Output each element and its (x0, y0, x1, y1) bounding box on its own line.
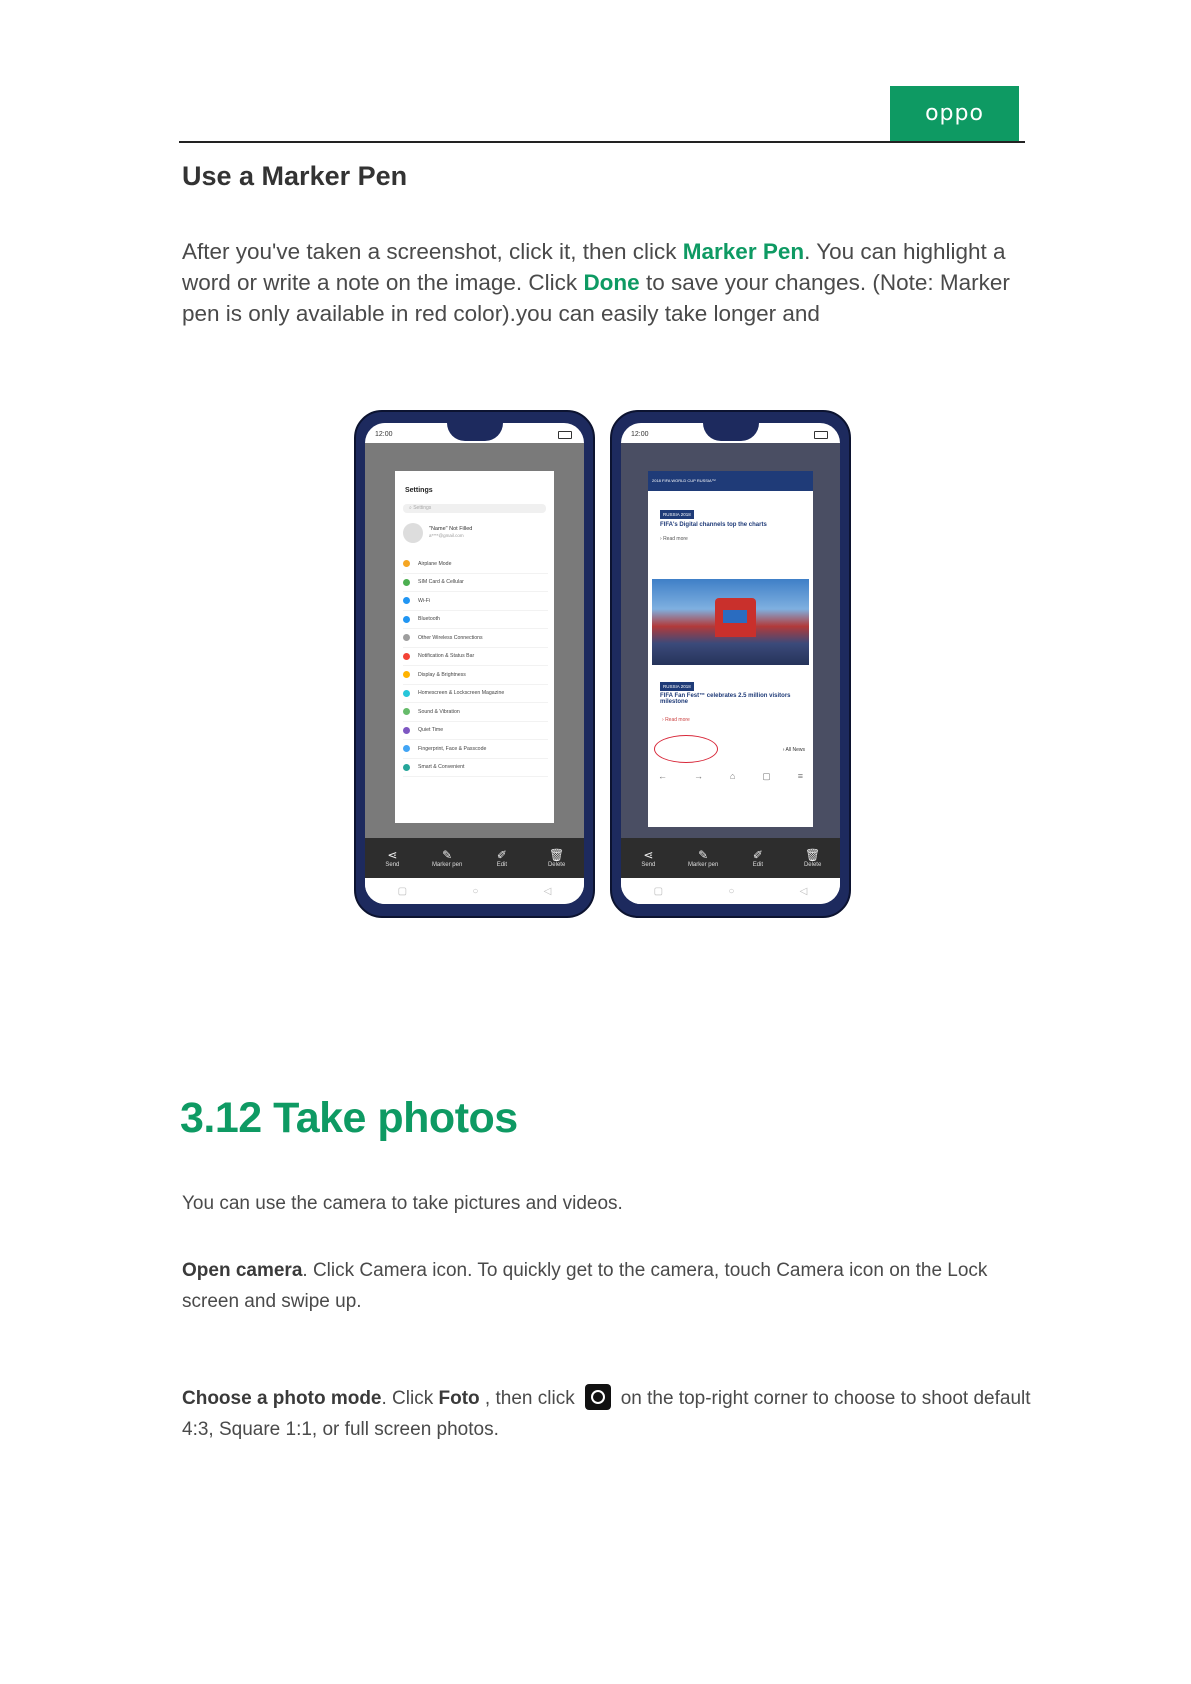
delete-button[interactable] (532, 848, 582, 868)
settings-title: Settings (405, 487, 433, 494)
settings-row[interactable] (403, 666, 548, 685)
toolbar-label: Delete (803, 862, 822, 868)
forward-arrow-icon[interactable]: → (693, 771, 703, 781)
chevron-right-icon: › (662, 717, 666, 723)
done-term: Done (583, 270, 640, 295)
settings-row-label: Quiet Time (418, 727, 444, 734)
settings-row-icon (403, 616, 410, 623)
settings-row-icon (403, 690, 410, 697)
recents-icon[interactable]: ▢ (653, 885, 664, 897)
settings-row-label: Notification & Status Bar (418, 653, 475, 660)
settings-row-label: Wi-Fi (418, 597, 431, 604)
nav-bar (365, 878, 584, 904)
settings-row-icon (403, 560, 410, 567)
toolbar-label: Marker pen (687, 862, 719, 868)
edit-icon: ✐ (496, 848, 507, 862)
toolbar-label: Delete (547, 862, 566, 868)
menu-icon[interactable]: ≡ (797, 771, 803, 781)
battery-icon (814, 431, 828, 439)
toolbar-label: Edit (752, 862, 764, 868)
toolbar-label: Send (385, 862, 400, 868)
back-arrow-icon[interactable]: ← (658, 771, 667, 781)
home-icon[interactable]: ○ (472, 885, 479, 897)
pen-icon: ✎ (442, 848, 453, 862)
recents-icon[interactable]: ▢ (397, 885, 408, 897)
profile-email: a****@gmail.com (429, 533, 464, 538)
settings-row[interactable] (403, 629, 548, 648)
search-icon: ⌕ (409, 505, 414, 511)
stage-image (715, 598, 756, 637)
edit-button[interactable] (477, 848, 527, 868)
settings-list (403, 555, 548, 777)
back-icon[interactable]: ◁ (543, 885, 552, 897)
site-header: 2018 FIFA WORLD CUP RUSSIA™ (648, 471, 813, 491)
send-button[interactable] (367, 848, 417, 868)
settings-row[interactable] (403, 740, 548, 759)
settings-row[interactable] (403, 722, 548, 741)
news-tag: RUSSIA 2018 (660, 682, 694, 691)
settings-row[interactable] (403, 685, 548, 704)
phone-fifa-screenshot (610, 410, 851, 918)
edit-icon: ✐ (752, 848, 763, 862)
settings-row-label: Smart & Convenient (418, 764, 465, 771)
foto-term: Foto (438, 1388, 480, 1409)
toolbar-label: Send (641, 862, 656, 868)
choose-mode-label: Choose a photo mode (182, 1388, 382, 1409)
phone-notch (703, 423, 759, 441)
phone-settings-screenshot (354, 410, 595, 918)
read-more-link[interactable]: › Read more (660, 536, 688, 542)
settings-row[interactable] (403, 555, 548, 574)
section-title-marker-pen: Use a Marker Pen (182, 161, 408, 191)
settings-row-label: Airplane Mode (418, 560, 452, 567)
open-camera-paragraph: Open camera. Click Camera icon. To quickly get to the camera, touch Camera icon on the Lock screen and swipe up. (182, 1260, 988, 1312)
header-divider (179, 141, 1025, 143)
settings-row-label: Sound & Vibration (418, 708, 460, 715)
back-icon[interactable]: ◁ (799, 885, 808, 897)
read-more-link[interactable]: › Read more (662, 717, 690, 723)
home-icon[interactable]: ○ (728, 885, 735, 897)
send-button[interactable] (623, 848, 673, 868)
settings-row[interactable] (403, 759, 548, 778)
settings-row-label: SIM Card & Cellular (418, 579, 464, 586)
profile-name: "Name" Not Filled (429, 526, 473, 532)
share-icon: ⋖ (643, 848, 654, 862)
camera-settings-icon (585, 1384, 611, 1410)
settings-row-icon (403, 653, 410, 660)
settings-row-label: Bluetooth (418, 616, 440, 623)
settings-row-icon (403, 745, 410, 752)
home-icon[interactable]: ⌂ (729, 771, 736, 781)
settings-row-icon (403, 579, 410, 586)
section-title-take-photos: 3.12 Take photos (180, 1094, 518, 1142)
edit-button[interactable] (733, 848, 783, 868)
settings-row-icon (403, 708, 410, 715)
trash-icon: 🗑 (805, 848, 821, 862)
browser-toolbar (658, 771, 803, 782)
settings-row[interactable] (403, 574, 548, 593)
choose-mode-paragraph: Choose a photo mode. Click Foto , then click on the top-right corner to choose to shoot default 4:3, Square 1:1, or full screen photos. (182, 1383, 1032, 1445)
settings-row-icon (403, 597, 410, 604)
avatar (403, 523, 423, 543)
marker-pen-circle (654, 735, 718, 763)
fifa-screenshot-card[interactable] (648, 471, 813, 827)
pen-icon: ✎ (698, 848, 709, 862)
toolbar-label: Marker pen (431, 862, 463, 868)
settings-row[interactable] (403, 592, 548, 611)
settings-row-label: Fingerprint, Face & Passcode (418, 745, 487, 752)
settings-row-icon (403, 671, 410, 678)
settings-search: ⌕ Settings (403, 504, 546, 513)
marker-pen-button[interactable] (422, 848, 472, 868)
nav-bar (621, 878, 840, 904)
toolbar-label: Edit (496, 862, 508, 868)
settings-row-label: Other Wireless Connections (418, 634, 483, 641)
settings-screenshot-card[interactable] (395, 471, 554, 823)
screenshot-overlay (621, 443, 840, 839)
chevron-right-icon: › (660, 536, 664, 542)
fan-fest-photo (652, 579, 809, 665)
news-headline: FIFA's Digital channels top the charts (660, 522, 767, 528)
phone-notch (447, 423, 503, 441)
marker-pen-term: Marker Pen (682, 239, 805, 264)
settings-row-icon (403, 727, 410, 734)
settings-row-icon (403, 634, 410, 641)
chevron-right-icon: › (782, 747, 786, 753)
screenshot-toolbar (365, 838, 584, 878)
settings-row[interactable] (403, 703, 548, 722)
marker-pen-button[interactable] (678, 848, 728, 868)
status-bar-time: 12:00 (375, 431, 393, 438)
screenshot-overlay (365, 443, 584, 839)
camera-intro: You can use the camera to take pictures and videos. (182, 1193, 623, 1214)
tabs-icon[interactable]: ▢ (762, 771, 771, 781)
settings-row-icon (403, 764, 410, 771)
settings-row-label: Display & Brightness (418, 671, 466, 678)
trash-icon: 🗑 (549, 848, 565, 862)
battery-icon (558, 431, 572, 439)
open-camera-label: Open camera (182, 1260, 303, 1281)
settings-row-label: Homescreen & Lockscreen Magazine (418, 690, 505, 697)
share-icon: ⋖ (387, 848, 398, 862)
status-bar-time: 12:00 (631, 431, 649, 438)
settings-row[interactable] (403, 648, 548, 667)
screenshot-toolbar (621, 838, 840, 878)
news-headline: FIFA Fan Fest™ celebrates 2.5 million visitors milestone (660, 693, 791, 705)
all-news-link[interactable]: › All News (782, 747, 805, 753)
delete-button[interactable] (788, 848, 838, 868)
settings-row[interactable] (403, 611, 548, 630)
marker-pen-paragraph: After you've taken a screenshot, click it, then click Marker Pen. You can highlight a word or write a note on the image. Click Done to save your changes. (Note: Marker pen is only available in red color).you can easily take longer and (182, 239, 1010, 326)
news-tag: RUSSIA 2018 (660, 510, 694, 519)
oppo-logo: oppo (890, 86, 1019, 141)
